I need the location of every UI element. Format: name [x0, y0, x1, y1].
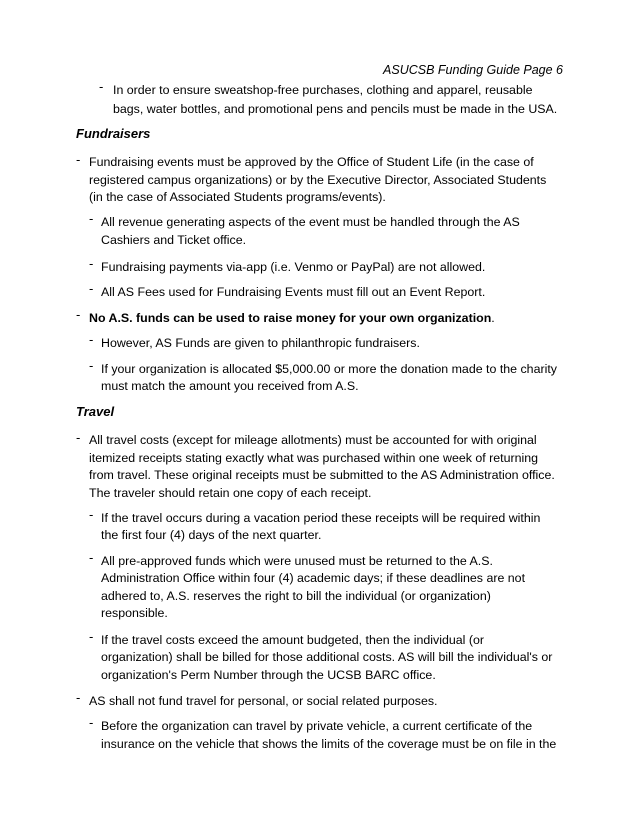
bullet-text: The traveler should retain one copy of each receipt.	[89, 486, 372, 500]
bullet-text: registered campus organizations) or by the Executive Director, Associated Students	[89, 173, 547, 187]
bullet-text-tail: .	[491, 311, 495, 325]
section-heading-fundraisers: Fundraisers	[76, 126, 151, 141]
bullet-text: AS shall not fund travel for personal, or social related purposes.	[89, 694, 438, 708]
sub-bullet-text: All AS Fees used for Fundraising Events must fill out an Event Report.	[101, 285, 486, 299]
sub-bullet-text: Before the organization can travel by private vehicle, a current certificate of the	[101, 719, 533, 733]
bullet-text: from travel. These original receipts must be submitted to the AS Administration office.	[89, 468, 555, 482]
bullet-text: (in the case of Associated Students programs/events).	[89, 190, 386, 204]
sub-bullet-text: If the travel costs exceed the amount budgeted, then the individual (or	[101, 633, 484, 647]
bullet-text: itemized receipts stating exactly what was purchased within one week of returning	[89, 451, 539, 465]
bullet-dash: -	[76, 152, 81, 167]
sub-bullet-text: All revenue generating aspects of the event must be handled through the AS	[101, 215, 520, 229]
sub-bullet-text: the first four (4) days of the next quarter.	[101, 528, 322, 542]
bullet-dash: -	[76, 690, 81, 705]
section-heading-travel: Travel	[76, 404, 115, 419]
sub-bullet-dash: -	[89, 507, 94, 522]
sub-bullet-dash: -	[89, 550, 94, 565]
bullet-text: All travel costs (except for mileage allotments) must be accounted for with original	[89, 433, 537, 447]
sub-bullet-text: However, AS Funds are given to philanthropic fundraisers.	[101, 336, 420, 350]
bullet-dash: -	[76, 430, 81, 445]
sub-bullet-dash: -	[89, 715, 94, 730]
sub-bullet-dash: -	[89, 211, 94, 226]
sub-bullet-dash: -	[89, 629, 94, 644]
sub-bullet-dash: -	[89, 256, 94, 271]
sub-bullet-text: insurance on the vehicle that shows the limits of the coverage must be on file in the	[101, 737, 557, 751]
sub-bullet-text: organization's Perm Number through the UCSB BARC office.	[101, 668, 436, 682]
bullet-text: In order to ensure sweatshop-free purchases, clothing and apparel, reusable	[113, 83, 533, 97]
bullet-text	[89, 309, 495, 328]
sub-bullet-text: If your organization is allocated $5,000.00 or more the donation made to the charity	[101, 362, 557, 376]
bullet-text: Fundraising events must be approved by the Office of Student Life (in the case of	[89, 155, 534, 169]
sub-bullet-text: responsible.	[101, 606, 168, 620]
bullet-text: bags, water bottles, and promotional pens and pencils must be made in the USA.	[113, 102, 558, 116]
sub-bullet-text: All pre-approved funds which were unused must be returned to the A.S.	[101, 554, 493, 568]
sub-bullet-text: Fundraising payments via-app (i.e. Venmo or PayPal) are not allowed.	[101, 260, 486, 274]
page-header: ASUCSB Funding Guide Page 6	[383, 63, 563, 77]
bullet-dash: -	[76, 307, 81, 322]
sub-bullet-dash: -	[89, 281, 94, 296]
sub-bullet-text: Administration Office within four (4) academic days; if these deadlines are not	[101, 571, 526, 585]
sub-bullet-text: Cashiers and Ticket office.	[101, 233, 247, 247]
bold-statement: No A.S. funds can be used to raise money for your own organization	[89, 311, 492, 325]
sub-bullet-text: organization) shall be billed for those additional costs. AS will bill the individual's or	[101, 650, 553, 664]
bullet-dash: -	[99, 79, 104, 94]
sub-bullet-text: adhered to, A.S. reserves the right to bill the individual (or organization)	[101, 589, 491, 603]
sub-bullet-text: must match the amount you received from A.S.	[101, 379, 359, 393]
sub-bullet-dash: -	[89, 332, 94, 347]
sub-bullet-dash: -	[89, 358, 94, 373]
sub-bullet-text: If the travel occurs during a vacation period these receipts will be required within	[101, 511, 541, 525]
